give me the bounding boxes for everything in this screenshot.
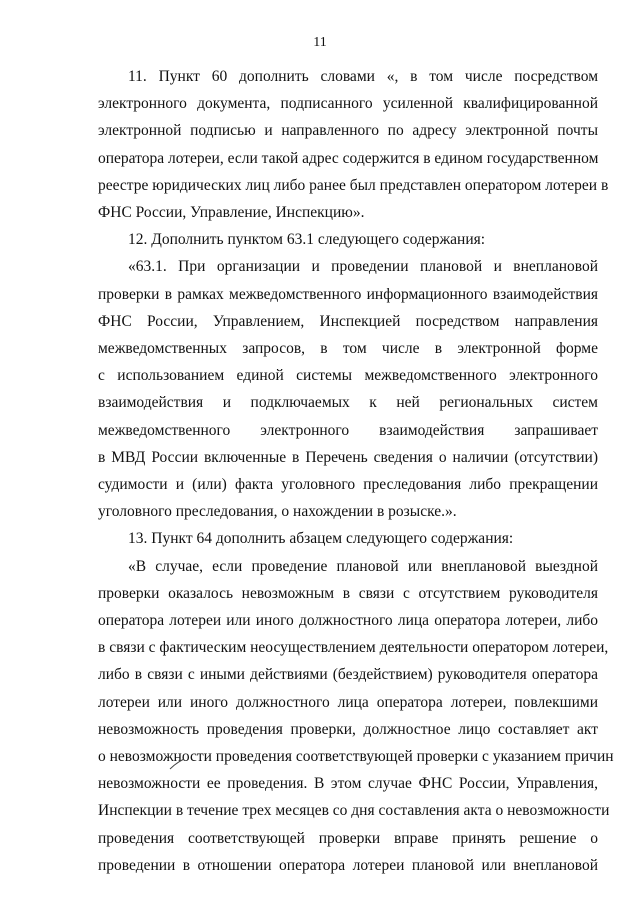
paragraph-line: оператора лотереи, если такой адрес содержится в едином государственном [98,149,599,167]
paragraph-line: реестре юридических лиц либо ранее был представлен оператором лотереи в [98,176,609,194]
paragraph-line: в связи с фактическим неосуществлением деятельности оператором лотереи, [98,639,609,657]
paragraph-line: межведомственных запросов, в том числе в электронной форме [98,340,598,358]
paragraph-line: взаимодействия и подключаемых к ней региональных систем [98,394,598,412]
paragraph-line: оператора лотереи или иного должностного лица оператора лотереи, либо [98,612,598,630]
paragraph-line: ФНС России, Управление, Инспекцию». [98,204,365,222]
paragraph-line: проверки в рамках межведомственного информационного взаимодействия [98,285,598,303]
paragraph-line: 12. Дополнить пунктом 63.1 следующего содержания: [128,231,486,249]
paragraph-line: «В случае, если проведение плановой или внеплановой выездной [128,557,598,575]
document-body [98,63,614,879]
paragraph-line: судимости и (или) факта уголовного преследования либо прекращении [98,476,598,494]
paragraph-line: 13. Пункт 64 дополнить абзацем следующего содержания: [128,530,514,548]
paragraph-line: невозможности ее проведения. В этом случае ФНС России, Управления, [98,775,598,793]
paragraph-line: электронной подписью и направленного по адресу электронной почты [98,122,598,140]
paragraph-line: уголовного преследования, о нахождении в розыске.». [98,503,457,521]
paragraph-line: либо в связи с иными действиями (бездействием) руководителя оператора [98,666,598,684]
paragraph-line: межведомственного электронного взаимодействия запрашивает [98,421,598,439]
paragraph-line: «63.1. При организации и проведении плановой и внеплановой [128,258,598,276]
paragraph-line: проведения соответствующей проверки вправе принять решение о [98,829,598,847]
paragraph-line: в МВД России включенные в Перечень сведения о наличии (отсутствии) [98,448,598,466]
paragraph-line: проверки оказалось невозможным в связи с отсутствием руководителя [98,584,598,602]
page-number: 11 [313,35,327,50]
paragraph-line: Инспекции в течение трех месяцев со дня составления акта о невозможности [98,802,610,820]
paragraph-line: с использованием единой системы межведомственного электронного [98,367,598,385]
paragraph-line: электронного документа, подписанного усиленной квалифицированной [98,95,598,113]
paragraph-line: проведении в отношении оператора лотереи плановой или внеплановой [98,856,598,874]
paragraph-line: ФНС России, Управлением, Инспекцией посредством направления [98,312,598,330]
paragraph-line: невозможность проведения проверки, должностное лицо составляет акт [98,720,598,738]
paragraph-line: о невозможности проведения соответствующей проверки с указанием причин [98,748,614,766]
paragraph-line: лотереи или иного должностного лица оператора лотереи, повлекшими [98,693,598,711]
paragraph-line: 11. Пункт 60 дополнить словами «, в том числе посредством [128,68,598,85]
